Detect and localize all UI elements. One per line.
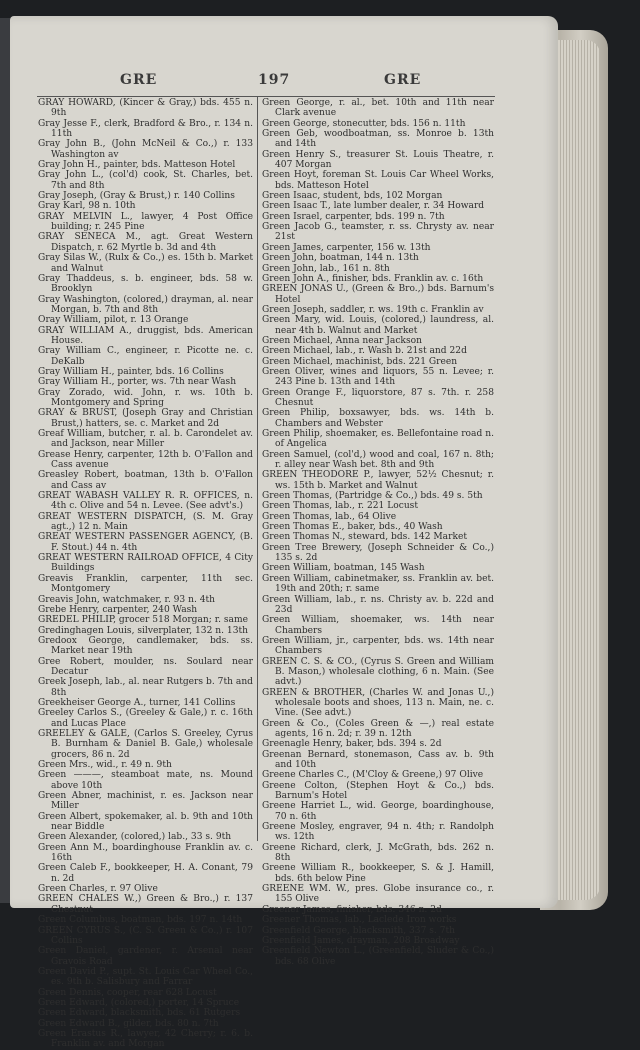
directory-entry: Greener James, finisher, bds. 346 n. 2d <box>262 904 442 915</box>
directory-entry: Green Thomas, (Partridge & Co.,) bds. 49 s. 5th <box>262 491 483 502</box>
directory-entry: Greavis John, watchmaker, r. 93 n. 4th <box>38 594 216 605</box>
directory-entry: Gray Thaddeus, s. b. engineer, bds. 58 w. Brooklyn <box>38 273 253 295</box>
directory-entry: Green Isaac, student, bds, 102 Morgan <box>262 191 443 202</box>
directory-entry: GREDEL PHILIP, grocer 518 Morgan; r. same <box>38 615 248 626</box>
directory-entry: Green Jacob G., teamster, r. ss. Chrysty av. near 21st <box>262 222 494 243</box>
directory-entry: Green Alexander, (colored,) lab., 33 s. 9th <box>38 832 232 843</box>
directory-entry: Greekheiser George A., turner, 141 Collins <box>38 697 236 708</box>
directory-entry: Green Thomas, lab., 64 Olive <box>262 511 397 522</box>
directory-entry: Greene Colton, (Stephen Hoyt & Co.,) bds. Barnum's Hotel <box>262 780 494 802</box>
directory-entry: Greene Mosley, engraver, 94 n. 4th; r. Randolph ws. 12th <box>262 822 494 843</box>
header-rule <box>37 96 495 97</box>
directory-entry: GREEN JONAS U., (Green & Bro.,) bds. Barnum's Hotel <box>262 284 494 305</box>
directory-entry: Greenan Bernard, stonemason, Cass av. b. 9th and 10th <box>262 749 494 770</box>
directory-entry: Greene William R., bookkeeper, S. & J. Hamill, bds. 6th below Pine <box>262 863 494 884</box>
directory-entry: Green John A., finisher, bds. Franklin av. c. 16th <box>262 273 484 284</box>
directory-entry: Green Ann M., boardinghouse Franklin av. c. 16th <box>38 842 253 864</box>
directory-entry: GREAT WABASH VALLEY R. R. OFFICES, n. 4th c. Olive and 54 n. Levee. (See advt's.) <box>38 491 253 512</box>
directory-entry: Green Thomas, lab., r. 221 Locust <box>262 501 418 512</box>
directory-entry: Greek Joseph, lab., al. near Rutgers b. 7th and 8th <box>38 677 253 698</box>
directory-entry: GREAT WESTERN RAILROAD OFFICE, 4 City Buildings <box>38 553 253 574</box>
directory-entry: GREEN C. S. & CO., (Cyrus S. Green and William B. Mason,) wholesale clothing, 6 n. Main. (See advt.) <box>262 656 494 688</box>
directory-entry: Greavis Franklin, carpenter, 11th sec. Montgomery <box>38 573 253 595</box>
directory-entry: Oray William, pilot, r. 13 Orange <box>38 315 189 326</box>
directory-entry: Green Oliver, wines and liquors, 55 n. Levee; r. 243 Pine b. 13th and 14th <box>262 366 494 388</box>
right-column <box>262 98 494 967</box>
directory-entry: GRAY MELVIN L., lawyer, 4 Post Office building; r. 245 Pine <box>38 211 253 233</box>
header-left-guide: GRE <box>120 72 158 88</box>
directory-entry: GREAT WESTERN DISPATCH, (S. M. Gray agt.,) 12 n. Main <box>38 511 253 533</box>
directory-entry: GREEN & BROTHER, (Charles W. and Jonas U.,) wholesale boots and shoes, 113 n. Main, ne. c. Vine. (See advt.) <box>262 687 494 719</box>
directory-entry: Green Edward B., gilder, bds. 80 n. 7th <box>38 1018 219 1029</box>
directory-entry: Green Edward, (colored,) porter, 14 Spruce <box>38 997 240 1008</box>
directory-entry: Green William, boatman, 145 Wash <box>262 563 425 574</box>
header-right-guide: GRE <box>384 72 422 88</box>
directory-entry: Greenfield George, blacksmith, 337 s. 7th <box>262 925 455 936</box>
directory-entry: GREEN CYRUS S., (C. S. Green & Co.,) r. 107 Collins <box>38 925 253 946</box>
directory-entry: GRAY HOWARD, (Kincer & Gray,) bds. 455 n. 9th <box>38 98 253 119</box>
directory-entry: GREENE WM. W., pres. Globe insurance co., r. 155 Olive <box>262 884 494 905</box>
directory-entry: Green Joseph, saddler, r. ws. 19th c. Franklin av <box>262 304 484 315</box>
directory-entry: Gredinghagen Louis, silverplater, 132 n. 13th <box>38 625 248 636</box>
directory-entry: Green William, jr., carpenter, bds. ws. 14th near Chambers <box>262 635 494 657</box>
directory-entry: Green George, stonecutter, bds. 156 n. 11th <box>262 118 466 129</box>
book-spine-shadow <box>0 18 10 903</box>
directory-entry: Green Erastus R., lawyer, 42 Cherry; r. 6. b. Franklin av. and Morgan <box>38 1028 253 1050</box>
directory-entry: Greenfield Newton L., (Greenfield, Sluder & Co.,) bds. 68 Olive <box>262 946 494 967</box>
directory-entry: GREELEY & GALE, (Carlos S. Greeley, Cyrus B. Burnham & Daniel B. Gale,) wholesale grocers, 86 n. 2d <box>38 728 253 760</box>
directory-entry: Green Albert, spokemaker, al. b. 9th and 10th near Biddle <box>38 811 253 833</box>
directory-entry: Green Hoyt, foreman St. Louis Car Wheel Works, bds. Matteson Hotel <box>262 170 494 191</box>
directory-entry: Gree Robert, moulder, ns. Soulard near Decatur <box>38 656 253 677</box>
directory-entry: Green John, boatman, 144 n. 13th <box>262 253 419 264</box>
directory-entry: Green Henry S., treasurer St. Louis Theatre, r. 407 Morgan <box>262 149 494 171</box>
directory-entry: Green Abner, machinist, r. es. Jackson near Miller <box>38 791 253 812</box>
directory-entry: Green ———, steamboat mate, ns. Mound above 10th <box>38 770 253 791</box>
directory-entry: Greenfield James, drayman, 208 Broadway <box>262 935 460 946</box>
directory-entry: Gray Karl, 98 n. 10th <box>38 201 136 212</box>
directory-entry: Gray Zorado, wid. John, r. ws. 10th b. Montgomery and Spring <box>38 387 253 408</box>
page-edges <box>555 40 600 900</box>
directory-entry: Greene Harriet L., wid. George, boardinghouse, 70 n. 6th <box>262 801 494 822</box>
directory-entry: Green Michael, Anna near Jackson <box>262 335 422 346</box>
directory-entry: Gray John L., (col'd) cook, St. Charles, bet. 7th and 8th <box>38 170 253 191</box>
directory-entry: Green Philip, shoemaker, es. Bellefontaine road n. of Angelica <box>262 429 494 450</box>
directory-entry: Greeley Carlos S., (Greeley & Gale,) r. c. 16th and Lucas Place <box>38 708 253 729</box>
directory-entry: Green Samuel, (col'd,) wood and coal, 167 n. 8th; r. alley near Wash bet. 8th and 9th <box>262 449 494 471</box>
directory-entry: Gray John B., (John McNeil & Co.,) r. 133 Washington av <box>38 139 253 160</box>
directory-entry: Green John, lab., 161 n. 8th <box>262 263 390 274</box>
directory-entry: Gray Jesse F., clerk, Bradford & Bro., r. 134 n. 11th <box>38 118 253 140</box>
directory-entry: Gray John H., painter, bds. Matteson Hotel <box>38 160 236 171</box>
directory-entry: Gredoox George, candlemaker, bds. ss. Market near 19th <box>38 635 253 657</box>
left-column <box>38 98 253 1050</box>
page-number: 197 <box>258 72 291 88</box>
directory-entry: Green James, carpenter, 156 w. 13th <box>262 242 431 253</box>
directory-entry: Green Orange F., liquorstore, 87 s. 7th. r. 258 Chesnut <box>262 387 494 408</box>
directory-entry: Green Mrs., wid., r. 49 n. 9th <box>38 760 172 770</box>
directory-entry: GRAY WILLIAM A., druggist, bds. American House. <box>38 325 253 346</box>
directory-entry: Greener Thomas, lab., Laclede Iron works <box>262 915 457 926</box>
directory-entry: Green David P., supt. St. Louis Car Wheel Co., es. 9th b. Salisbury and Farrar <box>38 966 253 988</box>
directory-entry: Green Michael, lab., r. Wash b. 21st and 22d <box>262 346 467 357</box>
directory-entry: Green Edward, blacksmith, bds. 61 Rutgers <box>38 1008 241 1019</box>
directory-entry: Green Daniel, gardener, r. Arsenal near Gravois Road <box>38 946 253 967</box>
directory-entry: Green Thomas N., steward, bds. 142 Market <box>262 532 467 543</box>
directory-entry: GREAT WESTERN PASSENGER AGENCY, (B. F. Stout.) 44 n. 4th <box>38 532 253 553</box>
directory-entry: Green George, r. al., bet. 10th and 11th near Clark avenue <box>262 98 494 119</box>
directory-entry: Green William, cabinetmaker, ss. Franklin av. bet. 19th and 20th; r. same <box>262 573 494 595</box>
directory-entry: Green Geb, woodboatman, ss. Monroe b. 13th and 14th <box>262 129 494 150</box>
directory-entry: Green Caleb F., bookkeeper, H. A. Conant, 79 n. 2d <box>38 863 253 884</box>
directory-entry: Gray Washington, (colored,) drayman, al. near Morgan, b. 7th and 8th <box>38 294 253 315</box>
directory-entry: Green Thomas E., baker, bds., 40 Wash <box>262 522 443 533</box>
directory-entry: Gray Silas W., (Rulx & Co.,) es. 15th b. Market and Walnut <box>38 253 253 274</box>
directory-entry: Gray Joseph, (Gray & Brust,) r. 140 Collins <box>38 191 235 202</box>
directory-entry: Greene Charles C., (M'Cloy & Greene,) 97 Olive <box>262 770 484 781</box>
directory-entry: Gray William H., painter, bds. 16 Collins <box>38 366 224 377</box>
directory-entry: Greaf William, butcher, r. al. b. Carondelet av. and Jackson, near Miller <box>38 429 253 450</box>
directory-entry: Green Columbus, boatman, bds. 197 n. 14th <box>38 915 243 926</box>
directory-entry: Green Tree Brewery, (Joseph Schneider & Co.,) 135 s. 2d <box>262 542 494 564</box>
directory-entry: GREEN CHALES W.,) Green & Bro.,) r. 137 Chestnut <box>38 894 253 915</box>
directory-entry: Green Michael, machinist, bds. 221 Green <box>262 356 458 367</box>
directory-entry: Greene Richard, clerk, J. McGrath, bds. 262 n. 8th <box>262 842 494 864</box>
directory-entry: Green & Co., (Coles Green & —,) real estate agents, 16 n. 2d; r. 39 n. 12th <box>262 718 494 739</box>
directory-entry: GREEN THEODORE P., lawyer, 52½ Chesnut; r. ws. 15th b. Market and Walnut <box>262 470 494 491</box>
directory-entry: Green Isaac T., late lumber dealer, r. 34 Howard <box>262 201 485 212</box>
column-divider <box>257 97 258 841</box>
directory-entry: Green Charles, r. 97 Olive <box>38 884 158 895</box>
directory-entry: GRAY & BRUST, (Joseph Gray and Christian Brust,) hatters, se. c. Market and 2d <box>38 408 253 429</box>
directory-entry: Green Dennis, cooper, rear 628 Locust <box>38 987 217 998</box>
directory-entry: Green William, lab., r. ns. Christy av. b. 22d and 23d <box>262 594 494 615</box>
directory-entry: Greenagle Henry, baker, bds. 394 s. 2d <box>262 739 442 750</box>
directory-entry: GRAY SENECA M., agt. Great Western Dispatch, r. 62 Myrtle b. 3d and 4th <box>38 232 253 253</box>
directory-entry: Green Philip, boxsawyer, bds. ws. 14th b. Chambers and Webster <box>262 408 494 429</box>
directory-entry: Green Mary, wid. Louis, (colored,) laundress, al. near 4th b. Walnut and Market <box>262 315 494 336</box>
directory-entry: Grebe Henry, carpenter, 240 Wash <box>38 604 198 615</box>
directory-entry: Gray William H., porter, ws. 7th near Wash <box>38 377 237 388</box>
directory-entry: Grease Henry, carpenter, 12th b. O'Fallon and Cass avenue <box>38 449 253 471</box>
directory-entry: Green William, shoemaker, ws. 14th near Chambers <box>262 615 494 636</box>
directory-entry: Greasley Robert, boatman, 13th b. O'Fallon and Cass av <box>38 470 253 491</box>
directory-entry: Green Israel, carpenter, bds. 199 n. 7th <box>262 211 445 222</box>
directory-entry: Gray William C., engineer, r. Picotte ne. c. DeKalb <box>38 346 253 367</box>
